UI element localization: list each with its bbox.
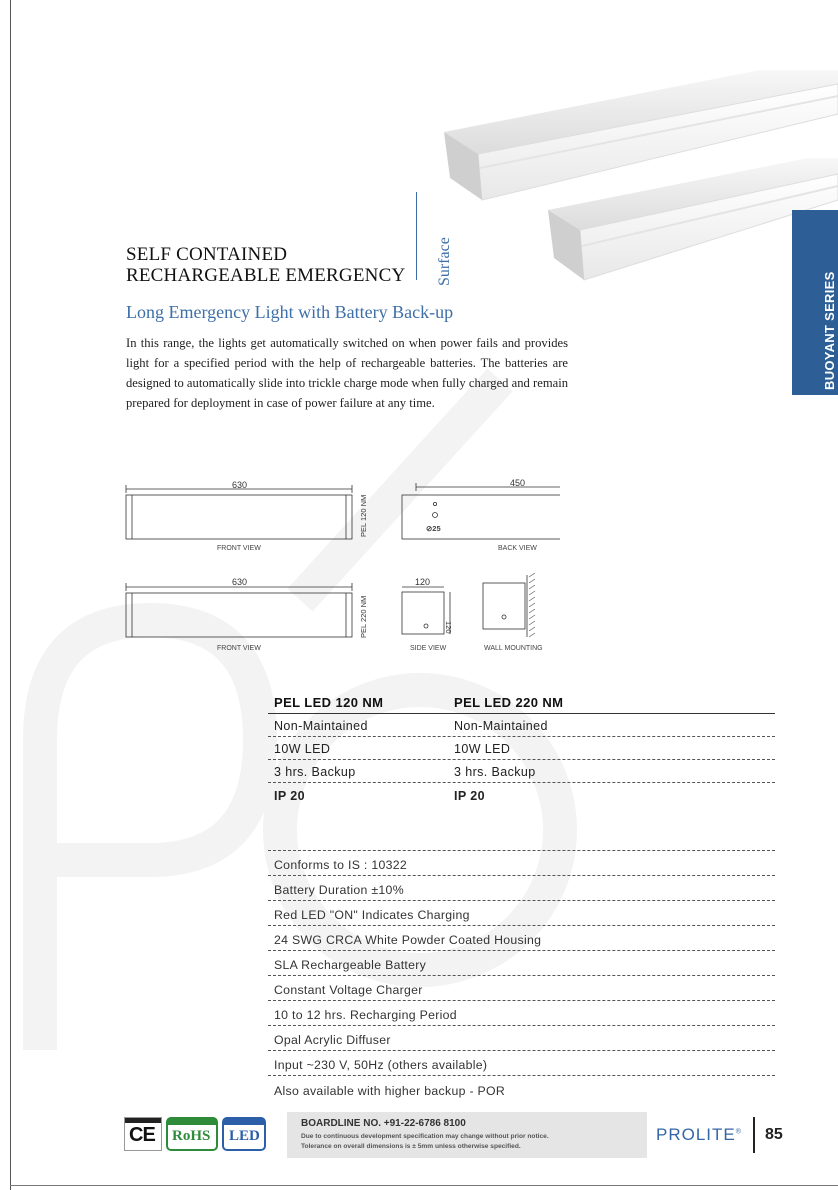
bottom-margin-rule bbox=[10, 1185, 838, 1186]
footer-divider bbox=[753, 1117, 755, 1153]
feature-text: 10 to 12 hrs. Recharging Period bbox=[274, 1008, 457, 1022]
wall-mounting-caption: WALL MOUNTING bbox=[484, 645, 543, 652]
technical-drawings bbox=[120, 475, 560, 660]
feature-text: Opal Acrylic Diffuser bbox=[274, 1033, 391, 1047]
page-number: 85 bbox=[765, 1126, 783, 1143]
series-tab bbox=[792, 210, 838, 395]
feature-text: Battery Duration ±10% bbox=[274, 883, 404, 897]
feature-text: Also available with higher backup - POR bbox=[274, 1084, 506, 1098]
front-view-2-width: 630 bbox=[232, 577, 248, 587]
list-item bbox=[268, 876, 775, 901]
table-cell: Non-Maintained bbox=[274, 719, 368, 733]
side-view-width: 120 bbox=[415, 577, 431, 587]
front-view-1-model: PEL 120 NM bbox=[359, 494, 368, 537]
front-view-1-width: 630 bbox=[232, 480, 248, 490]
feature-text: Conforms to IS : 10322 bbox=[274, 858, 408, 872]
model-table bbox=[268, 694, 775, 806]
category-label: Surface bbox=[436, 237, 453, 286]
back-view-caption: BACK VIEW bbox=[498, 545, 537, 552]
features-list bbox=[268, 850, 775, 1101]
led-mark: LED bbox=[229, 1128, 260, 1144]
title-line-2: RECHARGEABLE EMERGENCY bbox=[126, 265, 406, 286]
product-title bbox=[126, 244, 405, 286]
list-item bbox=[268, 951, 775, 976]
table-cell: 3 hrs. Backup bbox=[274, 765, 356, 779]
rohs-badge bbox=[166, 1117, 218, 1151]
list-item bbox=[268, 901, 775, 926]
spec-note: Due to continuous development specification may change without prior notice. bbox=[301, 1133, 549, 1140]
model-header-1: PEL LED 120 NM bbox=[274, 695, 384, 710]
ce-mark: CE bbox=[129, 1124, 155, 1146]
back-view-width: 450 bbox=[510, 478, 526, 488]
list-item bbox=[268, 1051, 775, 1076]
table-cell: IP 20 bbox=[454, 789, 485, 803]
left-margin-rule bbox=[10, 0, 11, 1190]
feature-text: Input ~230 V, 50Hz (others available) bbox=[274, 1058, 488, 1072]
model-header-2: PEL LED 220 NM bbox=[454, 695, 564, 710]
table-cell: Non-Maintained bbox=[454, 719, 548, 733]
feature-text: Red LED "ON" Indicates Charging bbox=[274, 908, 470, 922]
led-badge bbox=[222, 1117, 266, 1151]
list-item bbox=[268, 1001, 775, 1026]
table-row bbox=[268, 737, 775, 760]
product-image bbox=[430, 70, 838, 310]
feature-text: Constant Voltage Charger bbox=[274, 983, 423, 997]
model-table-header bbox=[268, 694, 775, 714]
feature-text: SLA Rechargeable Battery bbox=[274, 958, 427, 972]
table-cell: 10W LED bbox=[454, 742, 511, 756]
front-view-2-model: PEL 220 NM bbox=[359, 595, 368, 638]
list-item bbox=[268, 976, 775, 1001]
front-view-2-caption: FRONT VIEW bbox=[217, 645, 261, 652]
tolerance-note: Tolerance on overall dimensions is ± 5mm unless otherwise specified. bbox=[301, 1143, 521, 1150]
list-item bbox=[268, 1026, 775, 1051]
table-cell: IP 20 bbox=[274, 789, 305, 803]
front-view-1-caption: FRONT VIEW bbox=[217, 545, 261, 552]
list-item bbox=[268, 926, 775, 951]
table-row bbox=[268, 714, 775, 737]
title-line-1: SELF CONTAINED bbox=[126, 244, 288, 265]
product-description: In this range, the lights get automatically switched on when power fails and provides light for a specified period with the help of rechargeable batteries. The batteries are designed to automatically slide into trickle charge mode when fully charged and remain prepared for deployment in case of power failure at any time. bbox=[126, 336, 568, 410]
feature-text: 24 SWG CRCA White Powder Coated Housing bbox=[274, 933, 542, 947]
side-view-caption: SIDE VIEW bbox=[410, 645, 447, 652]
side-view-height: 120 bbox=[444, 621, 453, 634]
table-cell: 10W LED bbox=[274, 742, 331, 756]
list-item bbox=[268, 851, 775, 876]
table-cell: 3 hrs. Backup bbox=[454, 765, 536, 779]
title-divider bbox=[416, 192, 417, 280]
footer-info bbox=[287, 1112, 647, 1158]
product-subtitle: Long Emergency Light with Battery Back-up bbox=[126, 302, 454, 322]
table-row bbox=[268, 783, 775, 806]
ce-badge bbox=[124, 1117, 162, 1151]
rohs-mark: RoHS bbox=[172, 1128, 211, 1144]
table-row bbox=[268, 760, 775, 783]
brand-name: PROLITE bbox=[656, 1125, 736, 1144]
back-view-hole: ⊘25 bbox=[426, 524, 441, 533]
brand-logo: PROLITE® bbox=[656, 1125, 742, 1144]
list-item bbox=[268, 1076, 775, 1101]
drawing-lines bbox=[120, 475, 560, 660]
boardline-number: BOARDLINE NO. +91-22-6786 8100 bbox=[301, 1118, 466, 1129]
series-tab-label: BUOYANT SERIES bbox=[822, 271, 837, 390]
